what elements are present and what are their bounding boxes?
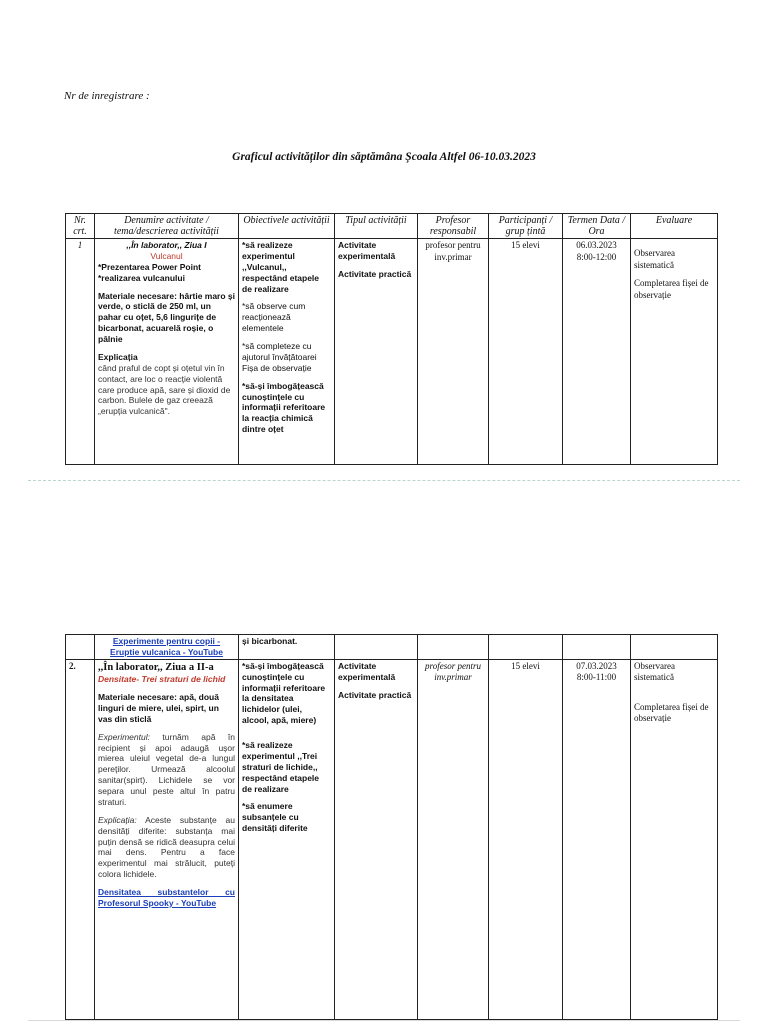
objective-item: *să completeze cu ajutorul învățătoarei Fișa de observație <box>242 341 317 373</box>
activity-type: Activitate practică <box>338 268 412 279</box>
activity-subtitle: Densitate- Trei straturi de lichid <box>98 674 226 685</box>
col-header-title: Denumire activitate / tema/descrierea activității <box>95 214 239 239</box>
activity-description <box>95 239 239 465</box>
objective-continuation: și bicarbonat. <box>239 635 335 660</box>
list-item: *realizarea vulcanului <box>98 272 185 283</box>
teacher-cell: profesor pentru inv.primar <box>418 239 489 465</box>
objectives-cell <box>239 239 335 465</box>
col-header-type: Tipul activității <box>335 214 418 239</box>
evaluation-item: Observarea sistematică <box>634 248 675 270</box>
table-row <box>66 239 718 465</box>
evaluation-cell <box>631 239 718 465</box>
objective-item: *să observe cum reacționează elementele <box>242 301 306 334</box>
evaluation-item: Observarea sistematică <box>634 660 675 683</box>
page-separator <box>28 480 740 481</box>
evaluation-cell <box>631 659 718 1019</box>
objective-item: *să-și îmbogățească cunoștințele cu informații referitoare la reacția chimică dintre oțet <box>242 380 326 435</box>
row-number: 1 <box>66 239 95 465</box>
explanation-text: când praful de copt și oțetul vin în contact, are loc o reacție violentă care produce apă, sare și dioxid de carbon. Bulele de gaz creează „erupția vulcanică". <box>98 362 231 417</box>
registration-label: Nr de inregistrare : <box>64 90 150 102</box>
objective-item: *să realizeze experimentul ,,Trei straturi de lichide,, respectând etapele de realizare <box>242 740 320 794</box>
table-row <box>66 635 718 660</box>
video-link[interactable]: Experimente pentru copii - Eruptie vulcanica - YouTube <box>95 635 239 660</box>
activity-type: Activitate practică <box>338 689 412 700</box>
activity-description <box>95 659 239 1019</box>
objectives-cell <box>239 659 335 1019</box>
page-title: Graficul activităților din săptămâna Școala Altfel 06-10.03.2023 <box>232 151 536 163</box>
materials-text: Materiale necesare: apă, două linguri de miere, ulei, spirt, un vas din sticlă <box>98 692 219 724</box>
teacher-cell: profesor pentru inv.primar <box>418 659 489 1019</box>
activities-table-page1 <box>65 213 718 465</box>
type-cell <box>335 659 418 1019</box>
evaluation-item: Completarea fișei de observație <box>634 701 709 724</box>
participants-cell: 15 elevi <box>489 659 563 1019</box>
objective-item: *să realizeze experimentul ,,Vulcanul,, respectând etapele de realizare <box>242 240 320 294</box>
type-cell <box>335 239 418 465</box>
video-link[interactable]: Densitatea substantelor cu Profesorul Spooky - YouTube <box>98 887 235 908</box>
col-header-evaluation: Evaluare <box>631 214 718 239</box>
col-header-objectives: Obiectivele activității <box>239 214 335 239</box>
row-number: 2. <box>66 659 95 1019</box>
materials-text: Materiale necesare: hârtie maro și verde, o sticlă de 250 ml, un pahar cu oțet, 5,6 lingurițe de bicarbonat, acuarelă roșie, o pâlnie <box>98 290 236 344</box>
table-header-row <box>66 214 718 239</box>
date-cell: 07.03.2023 8:00-11:00 <box>563 659 631 1019</box>
activity-title: ,,În laborator,, Ziua a II-a <box>98 661 214 673</box>
participants-cell: 15 elevi <box>489 239 563 465</box>
page-bottom-border <box>28 1020 740 1021</box>
objective-item: *să-și îmbogățească cunoștințele cu informații referitoare la densitatea lichidelor (ulei, alcool, apă, miere) <box>242 660 326 726</box>
objective-item: *să enumere subsanțele cu densități diferite <box>242 801 308 834</box>
explanation-text: Explicația: Aceste substanțe au densități diferite: substanța mai puțin densă se ridică deasupra celui mai dens. Pentru a face experimentul mai strălucit, puteți colora lichidele. <box>98 814 235 880</box>
activity-type: Activitate experimentală <box>338 240 396 261</box>
activity-type: Activitate experimentală <box>338 660 396 682</box>
activities-table-page2 <box>65 634 718 1020</box>
explanation-label: Explicația <box>98 351 138 362</box>
experiment-text: Experimentul: turnăm apă în recipient și apoi adaugă ușor mierea uleiul vegetal de-a lungul pereților. Urmează alcoolul sanitar(spirt). Lichidele se vor separa unul peste altul în patru straturi. <box>98 731 235 807</box>
table-row <box>66 659 718 1019</box>
col-header-nr: Nr. crt. <box>66 214 95 239</box>
activity-subtitle: Vulcanul <box>150 250 183 261</box>
col-header-teacher: Profesor responsabil <box>418 214 489 239</box>
activity-title: ,,În laborator,, Ziua I <box>126 240 207 250</box>
date-cell: 06.03.2023 8:00-12:00 <box>563 239 631 465</box>
col-header-participants: Participanți / grup țintă <box>489 214 563 239</box>
evaluation-item: Completarea fișei de observație <box>634 278 709 300</box>
list-item: *Prezentarea Power Point <box>98 261 201 272</box>
col-header-date: Termen Data / Ora <box>563 214 631 239</box>
